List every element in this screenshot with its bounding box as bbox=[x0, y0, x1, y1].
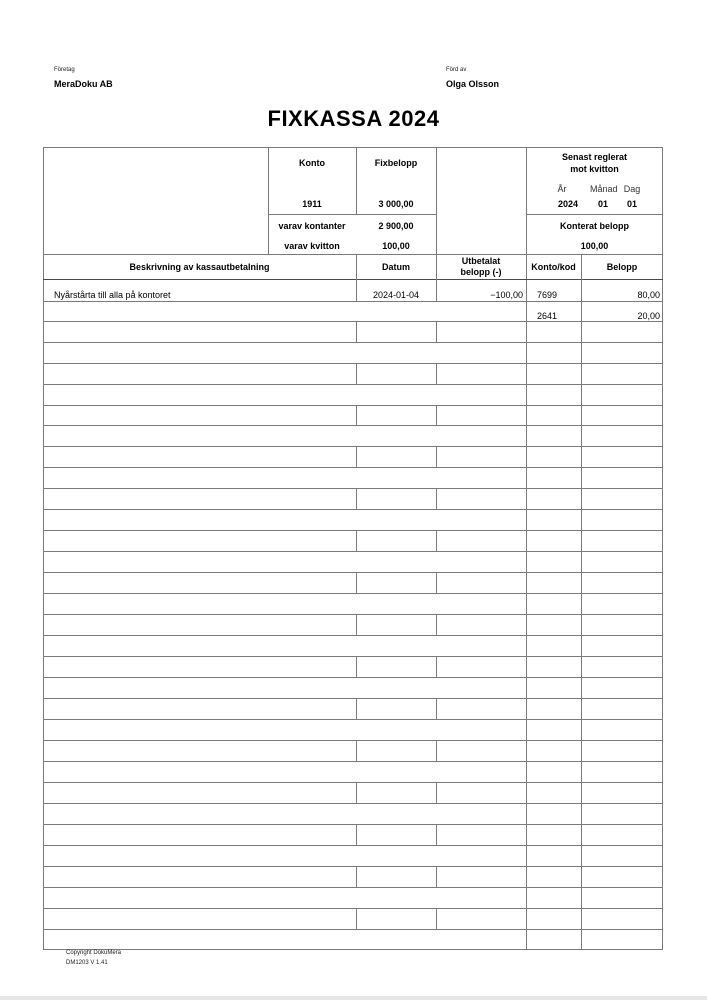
company-name: MeraDoku AB bbox=[54, 79, 113, 89]
manad-value: 01 bbox=[597, 199, 608, 209]
senast-reglerat-line1: Senast reglerat bbox=[561, 152, 628, 162]
manad-label: Månad bbox=[590, 184, 618, 194]
ar-value: 2024 bbox=[557, 199, 579, 209]
row-belopp[interactable]: 80,00 bbox=[637, 290, 660, 300]
konto-label: Konto bbox=[299, 158, 325, 168]
kept-by-label: Förd av bbox=[446, 67, 467, 73]
page-bottom-edge bbox=[0, 996, 707, 1000]
konterat-label: Konterat belopp bbox=[560, 221, 629, 231]
row-beskrivning[interactable]: Nyårstårta till alla på kontoret bbox=[54, 290, 171, 300]
kvitton-value: 100,00 bbox=[382, 241, 410, 251]
row-konto[interactable]: 2641 bbox=[537, 311, 558, 321]
copyright-text: Copyright DokuMera bbox=[66, 950, 122, 956]
row-belopp[interactable]: 20,00 bbox=[637, 311, 660, 321]
kontanter-value: 2 900,00 bbox=[378, 221, 414, 231]
kontanter-label: varav kontanter bbox=[278, 221, 346, 231]
fixbelopp-value: 3 000,00 bbox=[378, 199, 414, 209]
col-header-datum: Datum bbox=[381, 262, 410, 272]
fixbelopp-label: Fixbelopp bbox=[374, 158, 418, 168]
dag-label: Dag bbox=[623, 184, 641, 194]
row-konto[interactable]: 7699 bbox=[537, 290, 558, 300]
col-header-beskrivning: Beskrivning av kassautbetalning bbox=[129, 262, 270, 272]
row-utbetalat[interactable]: −100,00 bbox=[490, 290, 523, 300]
version-text: DM1203 V 1.41 bbox=[66, 960, 108, 966]
konterat-value: 100,00 bbox=[580, 241, 609, 251]
col-header-konto: Konto/kod bbox=[531, 262, 576, 272]
col-header-utbetalat-2: belopp (-) bbox=[460, 267, 502, 277]
dag-value: 01 bbox=[626, 199, 637, 209]
ar-label: År bbox=[557, 184, 567, 194]
konto-value: 1911 bbox=[302, 199, 322, 209]
col-header-belopp: Belopp bbox=[606, 262, 638, 272]
page-title: FIXKASSA 2024 bbox=[267, 106, 440, 131]
company-label: Företag bbox=[54, 67, 75, 73]
senast-reglerat-line2: mot kvitton bbox=[570, 164, 619, 174]
row-datum[interactable]: 2024-01-04 bbox=[372, 290, 420, 300]
kvitton-label: varav kvitton bbox=[284, 241, 340, 251]
kept-by-name: Olga Olsson bbox=[446, 79, 500, 89]
col-header-utbetalat-1: Utbetalat bbox=[461, 256, 501, 266]
